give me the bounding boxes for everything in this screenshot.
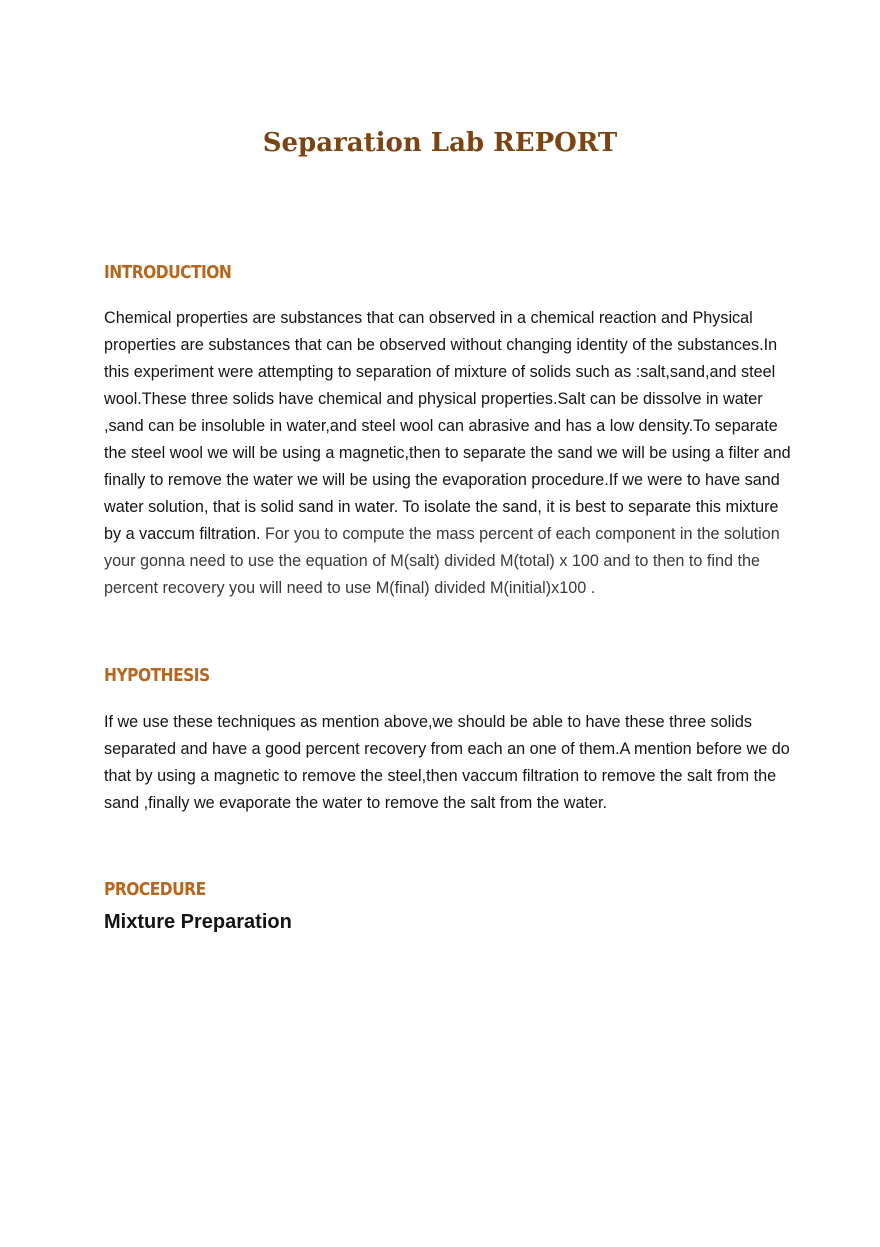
introduction-heading: INTRODUCTION xyxy=(104,262,232,283)
page-title: Separation Lab REPORT xyxy=(262,128,618,158)
procedure-heading: PROCEDURE xyxy=(104,879,206,900)
introduction-text-extra: For you to compute the mass percent of each component in the solution your gonna need to use the equation of M(salt) divided M(total) x 100 and to then to find the percent recovery you will need to use M(final) divided M(initial)x100 . xyxy=(104,525,780,597)
mixture-preparation-subheading: Mixture Preparation xyxy=(104,911,292,933)
introduction-paragraph xyxy=(104,305,794,602)
hypothesis-heading: HYPOTHESIS xyxy=(104,665,210,686)
hypothesis-paragraph: If we use these techniques as mention above,we should be able to have these three solids separated and have a good percent recovery from each an one of them.A mention before we do that by using a magnetic to remove the steel,then vaccum filtration to remove the salt from the sand ,finally we evaporate the water to remove the salt from the water. xyxy=(104,713,790,812)
introduction-text-main: Chemical properties are substances that can observed in a chemical reaction and Physical properties are substances that can be observed without changing identity of the substances.In this experiment were attempting to separation of mixture of solids such as :salt,sand,and steel wool.These three solids have chemical and physical properties.Salt can be dissolve in water ,sand can be insoluble in water,and steel wool can abrasive and has a low density.To separate the steel wool we will be using a magnetic,then to separate the sand we will be using a filter and finally to remove the water we will be using the evaporation procedure.If we were to have sand water solution, that is solid sand in water. To isolate the sand, it is best to separate this mixture by a vaccum filtration. xyxy=(104,309,791,543)
